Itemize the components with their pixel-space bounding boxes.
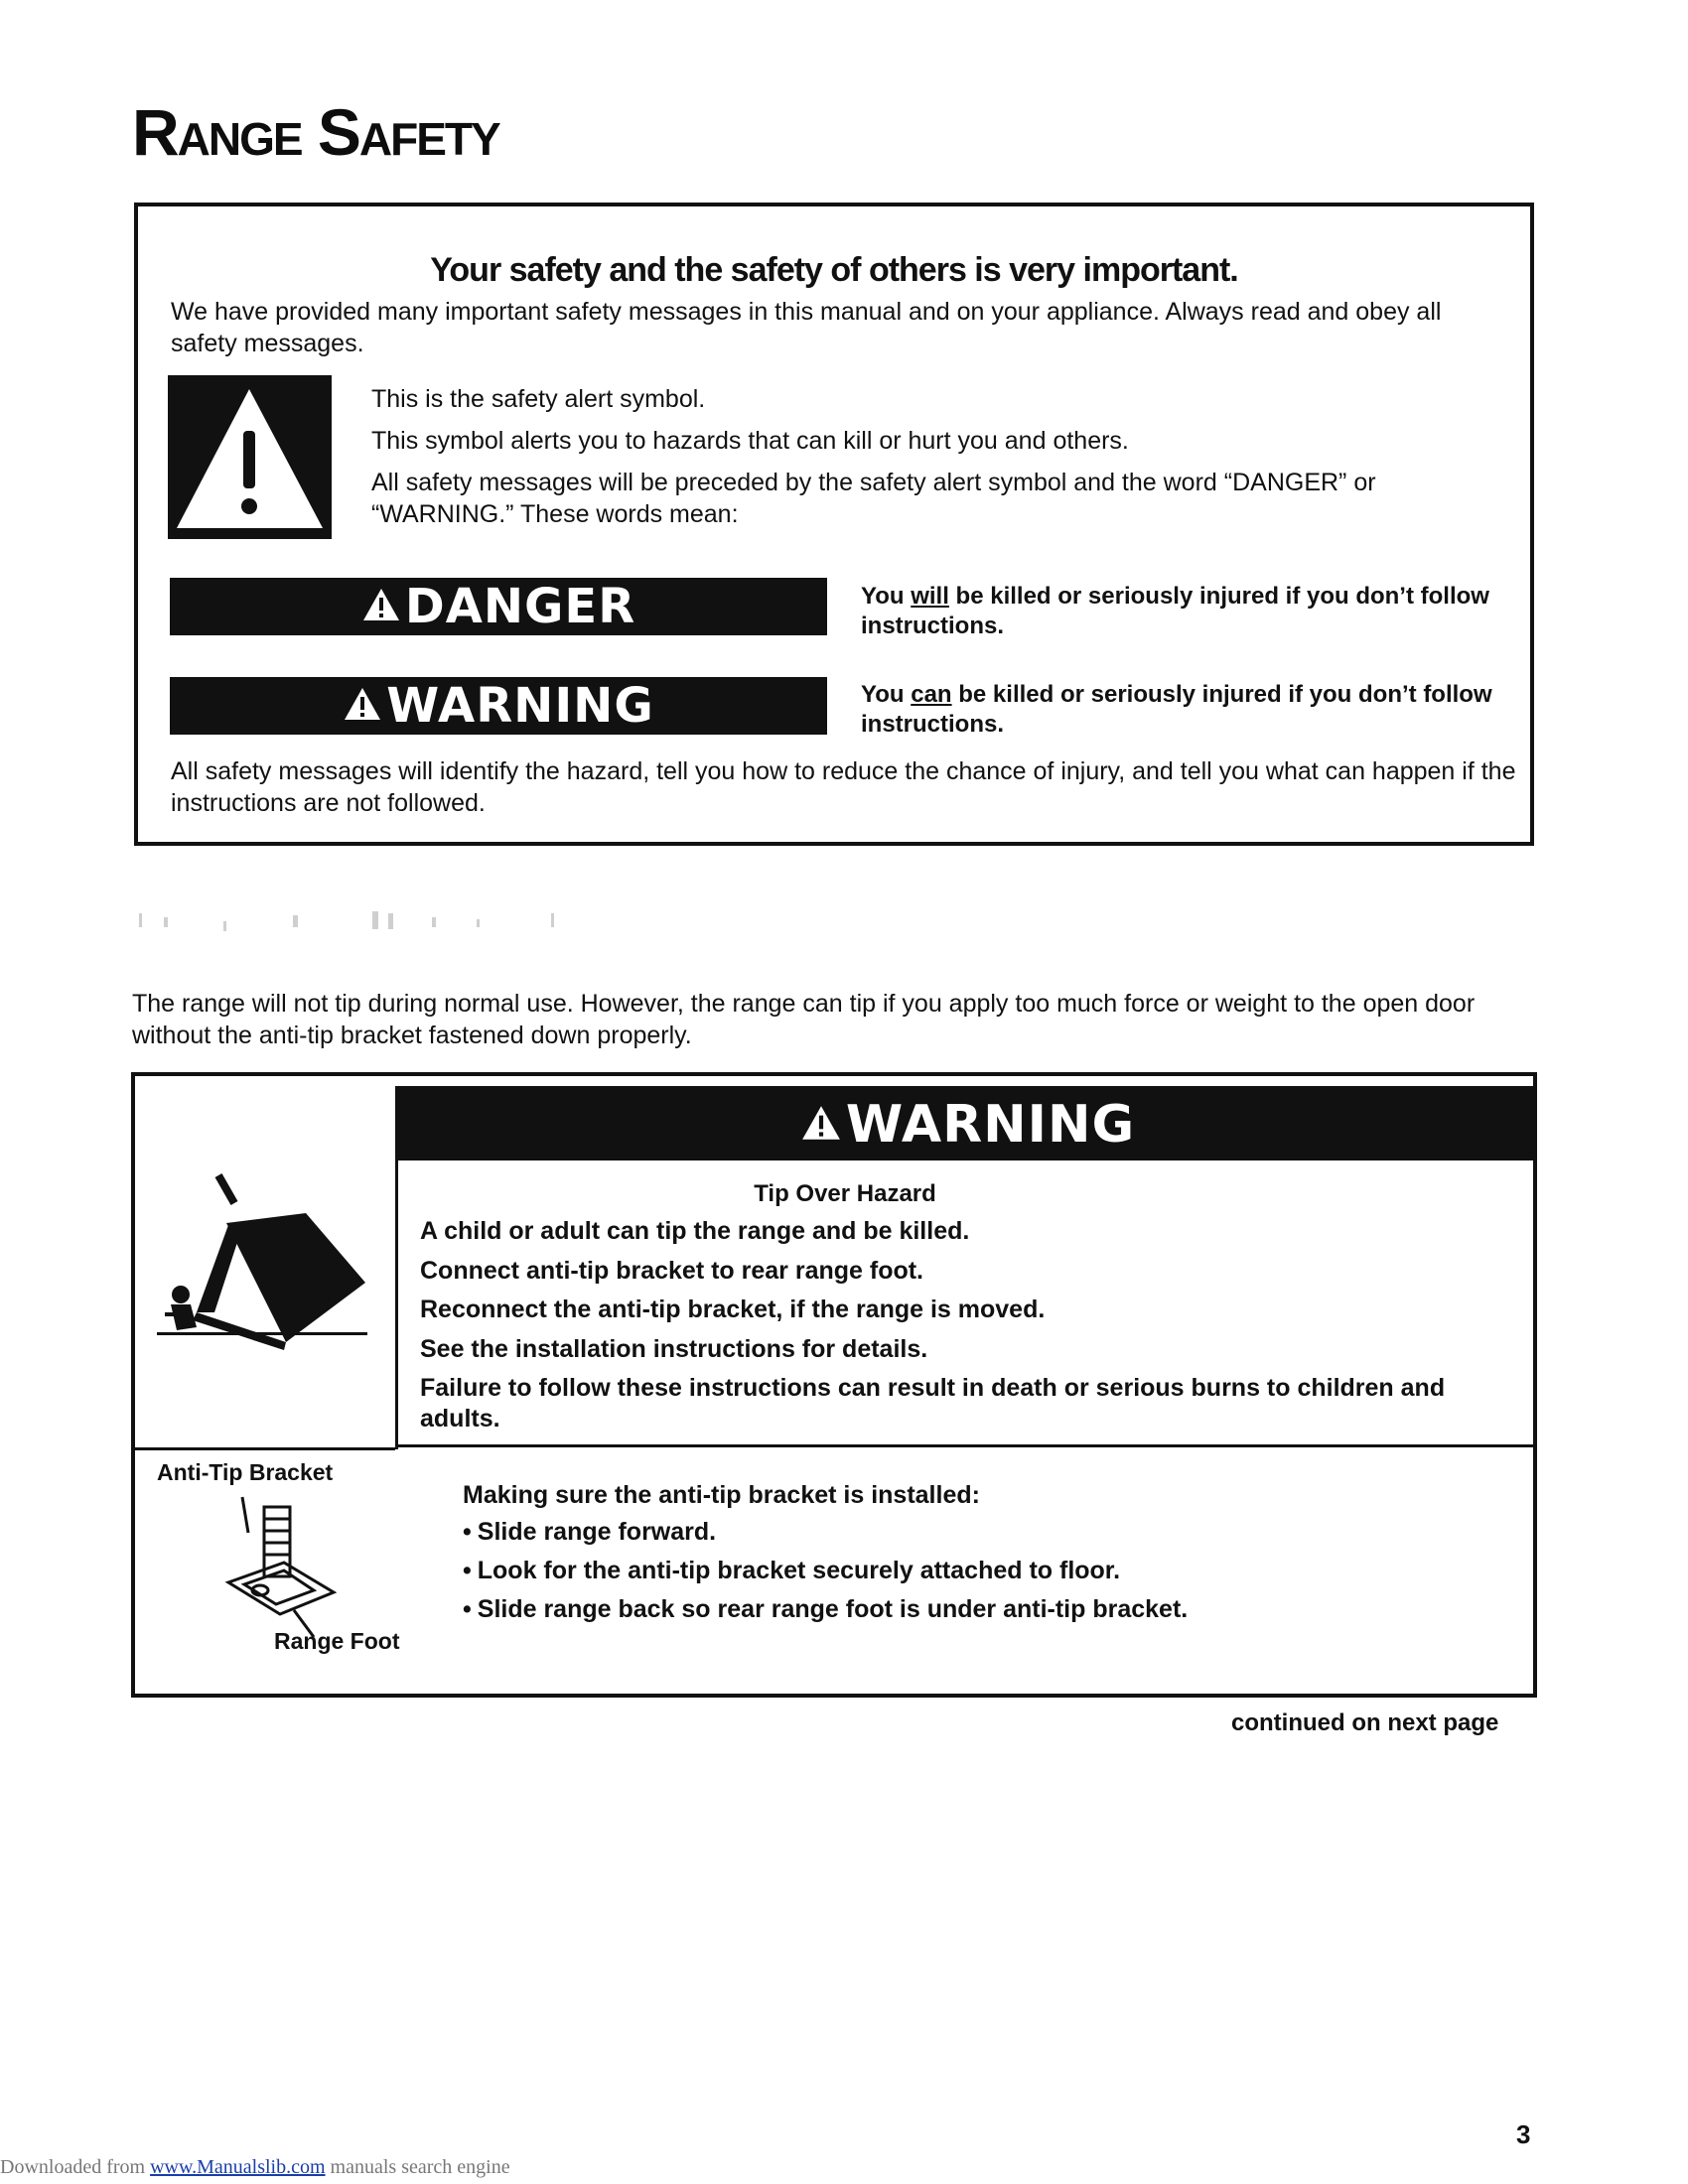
hazard-list: [420, 1216, 1512, 1442]
check-step: • Slide range forward.: [463, 1517, 1456, 1547]
warning-triangle-icon: [361, 579, 401, 634]
footer-suffix: manuals search engine: [325, 2156, 510, 2178]
danger-banner: [170, 578, 827, 635]
tipping-range-illustration: [157, 1163, 365, 1357]
safety-intro-box: [134, 203, 1534, 846]
intro-text: We have provided many important safety messages in this manual and on your appliance. Always read and obey all safety messages.: [171, 298, 1442, 357]
footer-prefix: Downloaded from: [0, 2156, 151, 2178]
tip-warning-panel: [395, 1086, 1537, 1447]
alert-line: All safety messages will be preceded by the safety alert symbol and the word “DANGER” or “WARNING.” These words mean:: [371, 469, 1376, 528]
warning-description: [861, 680, 1516, 740]
safety-alert-symbol-icon: [168, 375, 332, 539]
danger-label: DANGER: [404, 579, 636, 634]
download-footer: [0, 2156, 510, 2179]
hazard-line: Failure to follow these instructions can result in death or serious burns to children and adults.: [420, 1374, 1446, 1433]
divider: [135, 1447, 395, 1450]
anti-tip-bracket-label: Anti-Tip Bracket: [157, 1459, 334, 1485]
alert-line: This is the safety alert symbol.: [371, 385, 706, 413]
check-heading: Making sure the anti-tip bracket is installed:: [463, 1481, 980, 1509]
warning-label: WARNING: [386, 678, 654, 734]
desc-text: be killed or seriously injured if you don’t follow instructions.: [861, 681, 1492, 738]
hazard-line: Connect anti-tip bracket to rear range foot.: [420, 1256, 924, 1285]
desc-text: You: [861, 583, 912, 610]
desc-text: be killed or seriously injured if you don’t follow instructions.: [861, 583, 1489, 639]
continued-note: continued on next page: [1231, 1709, 1499, 1736]
desc-emphasis: will: [911, 583, 949, 610]
check-step: • Look for the anti-tip bracket securely attached to floor.: [463, 1556, 1456, 1585]
warning-triangle-icon: [343, 678, 382, 734]
closing-text: All safety messages will identify the hazard, tell you how to reduce the chance of injury, and tell you what can happen if the instructions are not followed.: [171, 757, 1516, 817]
anti-tip-bracket-illustration: [224, 1493, 373, 1642]
hazard-line: Reconnect the anti-tip bracket, if the range is moved.: [420, 1296, 1046, 1323]
check-step: • Slide range back so rear range foot is under anti-tip bracket.: [463, 1594, 1456, 1624]
page-title: Range Safety: [132, 95, 499, 169]
desc-emphasis: can: [911, 681, 952, 708]
hazard-line: See the installation instructions for details.: [420, 1334, 928, 1363]
floor-line: [157, 1332, 367, 1335]
tip-paragraph: The range will not tip during normal use. However, the range can tip if you apply too much force or weight to the open door without the anti-tip bracket fastened down properly.: [132, 990, 1476, 1049]
check-steps-list: [463, 1517, 1456, 1633]
warning-banner: [170, 677, 827, 735]
manualslib-link[interactable]: www.Manualslib.com: [150, 2156, 326, 2178]
faded-heading-artifact: [134, 903, 581, 943]
warning-triangle-icon: [800, 1095, 842, 1155]
tip-warning-label: WARNING: [845, 1095, 1136, 1155]
danger-description: [861, 582, 1516, 641]
page-number: 3: [1516, 2119, 1531, 2149]
box-heading: Your safety and the safety of others is very important.: [430, 251, 1238, 289]
range-foot-label: Range Foot: [274, 1628, 400, 1654]
hazard-title: Tip Over Hazard: [754, 1180, 936, 1207]
hazard-line: A child or adult can tip the range and be killed.: [420, 1217, 970, 1245]
alert-symbol-description: [371, 383, 1503, 540]
desc-text: You: [861, 681, 912, 708]
alert-line: This symbol alerts you to hazards that can kill or hurt you and others.: [371, 427, 1129, 455]
tip-warning-banner: [398, 1089, 1537, 1160]
tip-over-box: [131, 1072, 1537, 1698]
